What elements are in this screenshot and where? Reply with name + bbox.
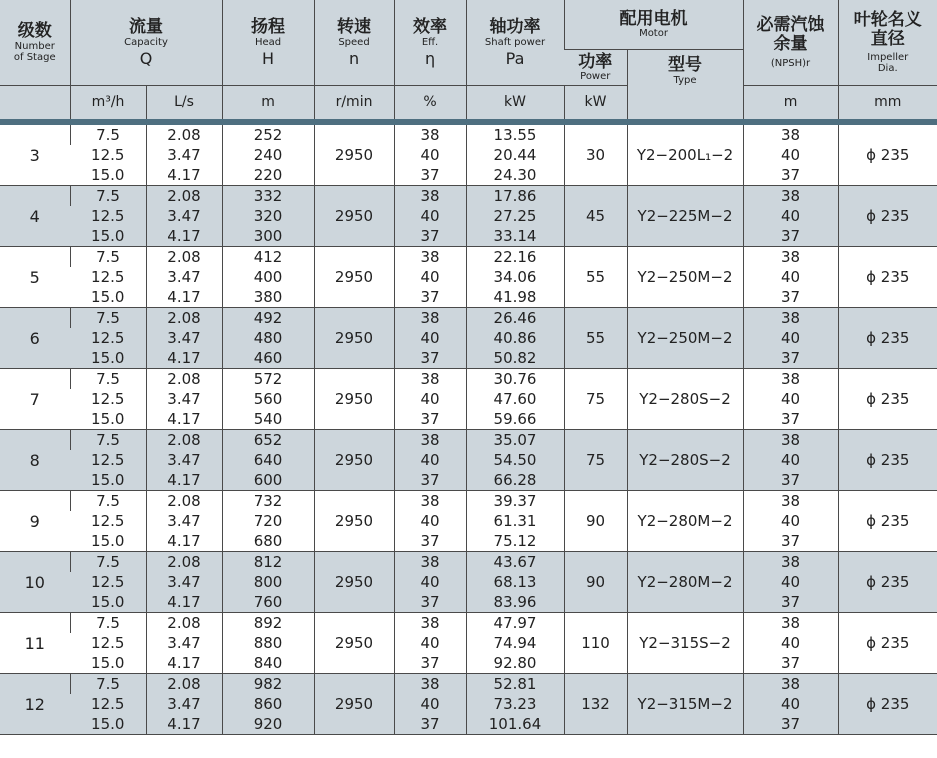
shaft-power-cell: 50.82 [466, 348, 564, 369]
efficiency-cell: 40 [394, 511, 466, 531]
capacity-m3h-cell: 7.5 [70, 125, 146, 145]
efficiency-cell: 37 [394, 470, 466, 491]
motor-power-cell: 55 [564, 247, 627, 308]
shaft-power-cell: 83.96 [466, 592, 564, 613]
head-cell: 840 [222, 653, 314, 674]
npsh-cell: 40 [743, 389, 838, 409]
table-row [0, 552, 937, 573]
motor-type-cell: Y2−250M−2 [627, 308, 743, 369]
impeller-dia-cell: ϕ 235 [838, 613, 937, 674]
efficiency-cell: 40 [394, 389, 466, 409]
unit-m3h: m³/h [70, 86, 146, 120]
head-cell: 560 [222, 389, 314, 409]
npsh-cell: 38 [743, 491, 838, 512]
head-cell: 880 [222, 633, 314, 653]
table-row [0, 389, 937, 409]
npsh-cell: 40 [743, 206, 838, 226]
stage-cell: 10 [0, 552, 70, 613]
motor-type-cell: Y2−225M−2 [627, 186, 743, 247]
npsh-cell: 37 [743, 287, 838, 308]
capacity-ls-cell: 3.47 [146, 694, 222, 714]
unit-stage-empty [0, 86, 70, 120]
efficiency-cell: 38 [394, 613, 466, 634]
table-header [0, 0, 937, 119]
efficiency-cell: 40 [394, 694, 466, 714]
table-row [0, 348, 937, 369]
capacity-ls-cell: 3.47 [146, 267, 222, 287]
capacity-ls-cell: 3.47 [146, 328, 222, 348]
header-impeller: 叶轮名义直径 Impeller Dia. [838, 0, 937, 86]
stage-group [0, 369, 937, 430]
capacity-ls-cell: 3.47 [146, 633, 222, 653]
npsh-cell: 37 [743, 653, 838, 674]
head-cell: 460 [222, 348, 314, 369]
table-row [0, 369, 937, 390]
capacity-ls-cell: 2.08 [146, 125, 222, 145]
efficiency-cell: 38 [394, 674, 466, 695]
header-capacity: 流量 Capacity Q [70, 0, 222, 86]
capacity-ls-cell: 2.08 [146, 491, 222, 512]
unit-type-empty [627, 86, 743, 120]
speed-cell: 2950 [314, 247, 394, 308]
speed-cell: 2950 [314, 369, 394, 430]
efficiency-cell: 38 [394, 552, 466, 573]
efficiency-cell: 37 [394, 714, 466, 735]
head-cell: 982 [222, 674, 314, 695]
impeller-dia-cell: ϕ 235 [838, 369, 937, 430]
motor-type-cell: Y2−280S−2 [627, 369, 743, 430]
capacity-ls-cell: 2.08 [146, 186, 222, 207]
capacity-ls-cell: 3.47 [146, 389, 222, 409]
capacity-m3h-cell: 12.5 [91, 512, 125, 531]
efficiency-cell: 40 [394, 267, 466, 287]
capacity-m3h-cell: 15.0 [70, 226, 146, 247]
stage-cell: 5 [0, 247, 70, 308]
npsh-cell: 40 [743, 267, 838, 287]
capacity-m3h-cell: 7.5 [70, 491, 146, 512]
stage-group [0, 308, 937, 369]
table-row [0, 674, 937, 695]
npsh-cell: 38 [743, 308, 838, 329]
table-row [0, 592, 937, 613]
efficiency-cell: 40 [394, 328, 466, 348]
efficiency-cell: 40 [394, 206, 466, 226]
table-row [0, 430, 937, 451]
capacity-m3h-cell: 12.5 [70, 694, 146, 714]
efficiency-cell: 37 [394, 226, 466, 247]
shaft-power-cell: 68.13 [466, 572, 564, 592]
head-cell: 480 [222, 328, 314, 348]
stage-cell: 9 [0, 491, 70, 552]
efficiency-cell: 38 [394, 430, 466, 451]
capacity-m3h-cell: 7.5 [70, 308, 146, 329]
capacity-m3h-cell: 15.0 [70, 165, 146, 186]
capacity-m3h-cell: 15.0 [70, 287, 146, 308]
table-row [0, 409, 937, 430]
capacity-m3h-cell: 12.5 [70, 328, 146, 348]
npsh-cell: 38 [743, 430, 838, 451]
capacity-m3h-cell: 15.0 [70, 714, 146, 735]
capacity-m3h-cell: 7.5 [70, 430, 146, 451]
head-cell: 412 [222, 247, 314, 268]
header-speed: 转速 Speed n [314, 0, 394, 86]
npsh-cell: 37 [743, 226, 838, 247]
table-row [0, 714, 937, 735]
capacity-ls-cell: 4.17 [146, 531, 222, 552]
capacity-m3h-cell: 12.5 [91, 634, 125, 653]
shaft-power-cell: 39.37 [466, 491, 564, 512]
capacity-ls-cell: 2.08 [146, 369, 222, 390]
table-row [0, 653, 937, 674]
head-cell: 760 [222, 592, 314, 613]
unit-impeller: mm [838, 86, 937, 120]
motor-power-cell: 75 [564, 430, 627, 491]
header-motor: 配用电机 Motor [564, 0, 743, 50]
head-cell: 240 [222, 145, 314, 165]
motor-type-cell: Y2−200L₁−2 [627, 125, 743, 186]
capacity-m3h-cell: 15.0 [70, 653, 146, 674]
table-row [0, 186, 937, 207]
npsh-cell: 37 [743, 470, 838, 491]
efficiency-cell: 40 [394, 572, 466, 592]
stage-cell: 4 [0, 186, 70, 247]
npsh-cell: 40 [743, 145, 838, 165]
npsh-cell: 40 [743, 694, 838, 714]
efficiency-cell: 37 [394, 287, 466, 308]
capacity-ls-cell: 2.08 [146, 674, 222, 695]
stage-group [0, 674, 937, 735]
capacity-ls-cell: 4.17 [146, 470, 222, 491]
efficiency-cell: 37 [394, 165, 466, 186]
stage-group [0, 552, 937, 613]
header-npsh: 必需汽蚀余量 (NPSH)r [743, 0, 838, 86]
capacity-m3h-cell: 12.5 [70, 572, 146, 592]
shaft-power-cell: 66.28 [466, 470, 564, 491]
shaft-power-cell: 34.06 [466, 267, 564, 287]
head-cell: 220 [222, 165, 314, 186]
efficiency-cell: 40 [394, 633, 466, 653]
capacity-m3h-cell: 7.5 [70, 369, 146, 390]
efficiency-cell: 38 [394, 491, 466, 512]
impeller-dia-cell: ϕ 235 [838, 430, 937, 491]
table-row [0, 694, 937, 714]
efficiency-cell: 38 [394, 369, 466, 390]
table-row [0, 491, 937, 512]
capacity-m3h-cell: 15.0 [70, 470, 146, 491]
speed-cell: 2950 [314, 125, 394, 186]
unit-eff: % [394, 86, 466, 120]
shaft-power-cell: 24.30 [466, 165, 564, 186]
header-head: 扬程 Head H [222, 0, 314, 86]
shaft-power-cell: 92.80 [466, 653, 564, 674]
shaft-power-cell: 47.60 [466, 389, 564, 409]
capacity-m3h-cell: 12.5 [91, 390, 125, 409]
npsh-cell: 37 [743, 348, 838, 369]
stage-group [0, 247, 937, 308]
capacity-m3h-cell: 7.5 [70, 613, 146, 634]
shaft-power-cell: 54.50 [466, 450, 564, 470]
unit-shaft: kW [466, 86, 564, 120]
head-cell: 720 [222, 511, 314, 531]
speed-cell: 2950 [314, 308, 394, 369]
npsh-cell: 40 [743, 633, 838, 653]
shaft-power-cell: 47.97 [466, 613, 564, 634]
motor-power-cell: 132 [564, 674, 627, 735]
capacity-m3h-cell: 12.5 [91, 146, 125, 165]
efficiency-cell: 40 [394, 145, 466, 165]
speed-cell: 2950 [314, 674, 394, 735]
capacity-ls-cell: 2.08 [146, 613, 222, 634]
head-cell: 320 [222, 206, 314, 226]
header-stage: 级数 Number of Stage [0, 0, 70, 86]
npsh-cell: 40 [743, 328, 838, 348]
capacity-m3h-cell: 15.0 [70, 409, 146, 430]
stage-cell: 6 [0, 308, 70, 369]
motor-power-cell: 90 [564, 552, 627, 613]
table-row [0, 267, 937, 287]
capacity-m3h-cell: 7.5 [70, 186, 146, 207]
shaft-power-cell: 40.86 [466, 328, 564, 348]
shaft-power-cell: 52.81 [466, 674, 564, 695]
npsh-cell: 38 [743, 674, 838, 695]
impeller-dia-cell: ϕ 235 [838, 491, 937, 552]
npsh-cell: 37 [743, 409, 838, 430]
capacity-m3h-cell: 15.0 [70, 592, 146, 613]
speed-cell: 2950 [314, 491, 394, 552]
efficiency-cell: 37 [394, 531, 466, 552]
shaft-power-cell: 35.07 [466, 430, 564, 451]
table-row [0, 511, 937, 531]
stage-group [0, 491, 937, 552]
motor-type-cell: Y2−315S−2 [627, 613, 743, 674]
efficiency-cell: 38 [394, 125, 466, 145]
capacity-ls-cell: 4.17 [146, 592, 222, 613]
npsh-cell: 38 [743, 125, 838, 145]
table-row [0, 308, 937, 329]
capacity-m3h-cell: 7.5 [70, 674, 146, 695]
capacity-ls-cell: 2.08 [146, 552, 222, 573]
shaft-power-cell: 41.98 [466, 287, 564, 308]
shaft-power-cell: 73.23 [466, 694, 564, 714]
npsh-cell: 38 [743, 552, 838, 573]
capacity-ls-cell: 4.17 [146, 226, 222, 247]
speed-cell: 2950 [314, 552, 394, 613]
table-row [0, 531, 937, 552]
shaft-power-cell: 17.86 [466, 186, 564, 207]
efficiency-cell: 38 [394, 308, 466, 329]
motor-power-cell: 30 [564, 125, 627, 186]
head-cell: 400 [222, 267, 314, 287]
shaft-power-cell: 27.25 [466, 206, 564, 226]
table-row [0, 206, 937, 226]
head-cell: 252 [222, 125, 314, 145]
head-cell: 680 [222, 531, 314, 552]
stage-group [0, 430, 937, 491]
stage-group [0, 125, 937, 186]
table-row [0, 145, 937, 165]
table-row [0, 247, 937, 268]
impeller-dia-cell: ϕ 235 [838, 125, 937, 186]
speed-cell: 2950 [314, 186, 394, 247]
shaft-power-cell: 22.16 [466, 247, 564, 268]
stage-cell: 11 [0, 613, 70, 674]
shaft-power-cell: 101.64 [466, 714, 564, 735]
motor-type-cell: Y2−280M−2 [627, 491, 743, 552]
shaft-power-cell: 74.94 [466, 633, 564, 653]
head-cell: 892 [222, 613, 314, 634]
speed-cell: 2950 [314, 613, 394, 674]
table-row [0, 287, 937, 308]
motor-type-cell: Y2−280S−2 [627, 430, 743, 491]
capacity-ls-cell: 2.08 [146, 247, 222, 268]
table-row [0, 125, 937, 145]
capacity-m3h-cell: 12.5 [70, 450, 146, 470]
capacity-ls-cell: 4.17 [146, 409, 222, 430]
capacity-ls-cell: 3.47 [146, 572, 222, 592]
motor-power-cell: 45 [564, 186, 627, 247]
head-cell: 652 [222, 430, 314, 451]
efficiency-cell: 37 [394, 348, 466, 369]
efficiency-cell: 40 [394, 450, 466, 470]
capacity-ls-cell: 2.08 [146, 308, 222, 329]
capacity-ls-cell: 2.08 [146, 430, 222, 451]
head-cell: 572 [222, 369, 314, 390]
table-row [0, 165, 937, 186]
unit-power: kW [564, 86, 627, 120]
shaft-power-cell: 61.31 [466, 511, 564, 531]
table-row [0, 226, 937, 247]
motor-power-cell: 110 [564, 613, 627, 674]
unit-npsh: m [743, 86, 838, 120]
impeller-dia-cell: ϕ 235 [838, 186, 937, 247]
impeller-dia-cell: ϕ 235 [838, 552, 937, 613]
shaft-power-cell: 13.55 [466, 125, 564, 145]
capacity-ls-cell: 3.47 [146, 145, 222, 165]
npsh-cell: 37 [743, 714, 838, 735]
head-cell: 300 [222, 226, 314, 247]
motor-type-cell: Y2−250M−2 [627, 247, 743, 308]
motor-power-cell: 75 [564, 369, 627, 430]
capacity-m3h-cell: 12.5 [91, 268, 125, 287]
capacity-m3h-cell: 15.0 [70, 531, 146, 552]
npsh-cell: 40 [743, 450, 838, 470]
shaft-power-cell: 20.44 [466, 145, 564, 165]
capacity-ls-cell: 4.17 [146, 714, 222, 735]
head-cell: 332 [222, 186, 314, 207]
table-row [0, 450, 937, 470]
head-cell: 732 [222, 491, 314, 512]
header-shaft-power: 轴功率 Shaft power Pa [466, 0, 564, 86]
table-row [0, 328, 937, 348]
header-efficiency: 效率 Eff. η [394, 0, 466, 86]
capacity-m3h-cell: 15.0 [70, 348, 146, 369]
impeller-dia-cell: ϕ 235 [838, 674, 937, 735]
impeller-dia-cell: ϕ 235 [838, 308, 937, 369]
shaft-power-cell: 33.14 [466, 226, 564, 247]
head-cell: 380 [222, 287, 314, 308]
motor-power-cell: 55 [564, 308, 627, 369]
shaft-power-cell: 43.67 [466, 552, 564, 573]
npsh-cell: 38 [743, 369, 838, 390]
header-type: 型号 Type [627, 50, 743, 86]
npsh-cell: 40 [743, 572, 838, 592]
table-row [0, 572, 937, 592]
capacity-m3h-cell: 12.5 [70, 206, 146, 226]
npsh-cell: 37 [743, 592, 838, 613]
stage-group [0, 186, 937, 247]
efficiency-cell: 37 [394, 592, 466, 613]
npsh-cell: 38 [743, 186, 838, 207]
head-cell: 600 [222, 470, 314, 491]
capacity-m3h-cell: 7.5 [70, 552, 146, 573]
shaft-power-cell: 30.76 [466, 369, 564, 390]
capacity-ls-cell: 3.47 [146, 206, 222, 226]
capacity-ls-cell: 4.17 [146, 348, 222, 369]
shaft-power-cell: 26.46 [466, 308, 564, 329]
capacity-ls-cell: 4.17 [146, 287, 222, 308]
capacity-ls-cell: 3.47 [146, 450, 222, 470]
npsh-cell: 37 [743, 165, 838, 186]
capacity-ls-cell: 3.47 [146, 511, 222, 531]
efficiency-cell: 38 [394, 186, 466, 207]
shaft-power-cell: 59.66 [466, 409, 564, 430]
stage-cell: 12 [0, 674, 70, 735]
efficiency-cell: 38 [394, 247, 466, 268]
table-row [0, 633, 937, 653]
motor-type-cell: Y2−315M−2 [627, 674, 743, 735]
head-cell: 492 [222, 308, 314, 329]
table-row [0, 613, 937, 634]
head-cell: 920 [222, 714, 314, 735]
stage-group [0, 613, 937, 674]
speed-cell: 2950 [314, 430, 394, 491]
stage-cell: 8 [0, 430, 70, 491]
stage-cell: 3 [0, 125, 70, 186]
npsh-cell: 38 [743, 247, 838, 268]
unit-ls: L/s [146, 86, 222, 120]
motor-type-cell: Y2−280M−2 [627, 552, 743, 613]
efficiency-cell: 37 [394, 653, 466, 674]
head-cell: 812 [222, 552, 314, 573]
table-row [0, 470, 937, 491]
capacity-m3h-cell: 7.5 [70, 247, 146, 268]
unit-speed: r/min [314, 86, 394, 120]
head-cell: 800 [222, 572, 314, 592]
motor-power-cell: 90 [564, 491, 627, 552]
impeller-dia-cell: ϕ 235 [838, 247, 937, 308]
head-cell: 860 [222, 694, 314, 714]
capacity-ls-cell: 4.17 [146, 165, 222, 186]
head-cell: 540 [222, 409, 314, 430]
npsh-cell: 37 [743, 531, 838, 552]
shaft-power-cell: 75.12 [466, 531, 564, 552]
npsh-cell: 38 [743, 613, 838, 634]
header-power: 功率 Power [564, 50, 627, 86]
unit-head: m [222, 86, 314, 120]
npsh-cell: 40 [743, 511, 838, 531]
capacity-ls-cell: 4.17 [146, 653, 222, 674]
stage-cell: 7 [0, 369, 70, 430]
efficiency-cell: 37 [394, 409, 466, 430]
head-cell: 640 [222, 450, 314, 470]
